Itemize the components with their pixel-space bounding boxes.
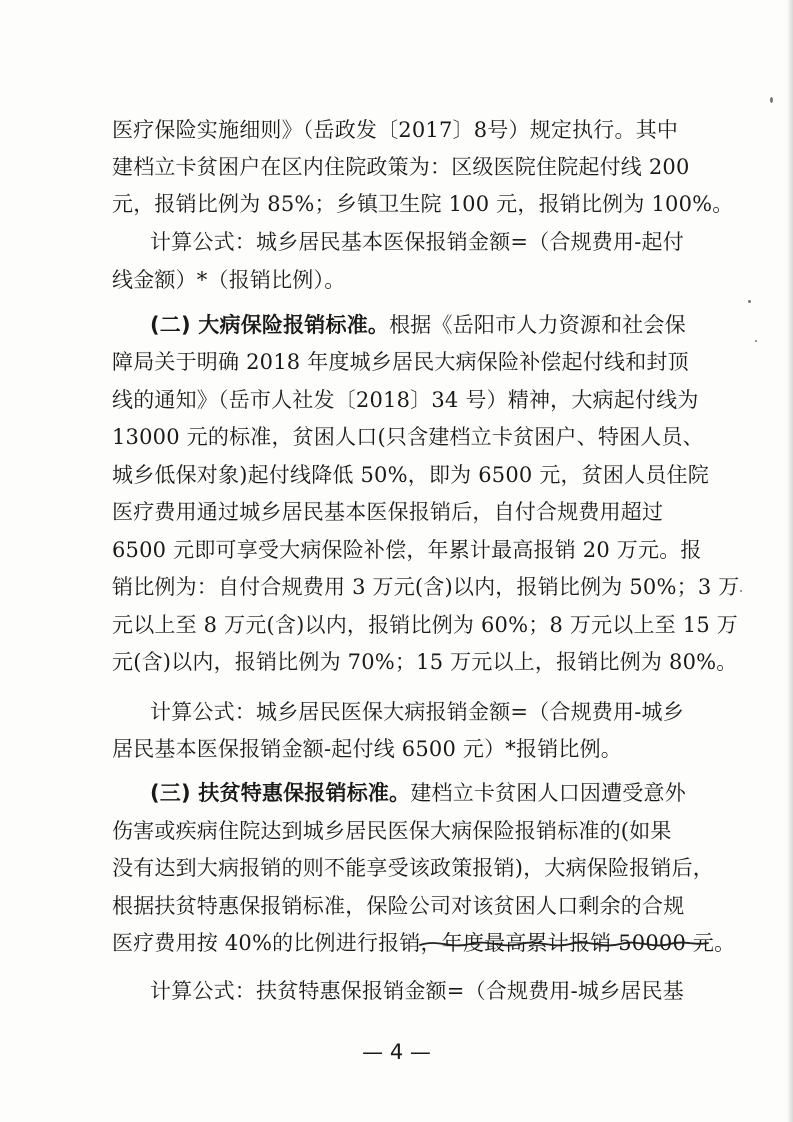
section-3-line-3: 没有达到大病报销的则不能享受该政策报销)，大病保险报销后， xyxy=(112,856,714,880)
section-3-line-1-text: 建档立卡贫困人口因遭受意外 xyxy=(410,781,686,805)
section-2-heading: (二) 大病保险报销标准。 xyxy=(150,313,390,337)
formula-2-line-1: 计算公式：城乡居民医保大病报销金额=（合规费用-城乡 xyxy=(150,700,684,724)
section-2-line-10: 元(含)以内，报销比例为 70%；15 万元以上，报销比例为 80%。 xyxy=(112,650,738,674)
section-3-line-4: 根据扶贫特惠保报销标准，保险公司对该贫困人口剩余的合规 xyxy=(112,894,685,918)
section-2-line-2: 障局关于明确 2018 年度城乡居民大病保险补偿起付线和封顶 xyxy=(112,350,689,374)
section-2-line-1 xyxy=(150,311,730,339)
scan-speck xyxy=(755,340,757,342)
formula-1-line-1: 计算公式：城乡居民基本医保报销金额=（合规费用-起付 xyxy=(150,230,684,254)
section-2-line-7: 6500 元即可享受大病保险补偿，年累计最高报销 20 万元。报 xyxy=(112,538,702,562)
section-2-line-4: 13000 元的标准，贫困人口(只含建档立卡贫困户、特困人员、 xyxy=(112,425,704,449)
paragraph-1-line-2: 建档立卡贫困户在区内住院政策为：区级医院住院起付线 200 xyxy=(112,155,690,179)
section-3-line-1 xyxy=(150,779,730,807)
section-3-line-5: 医疗费用按 40%的比例进行报销，年度最高累计报销 50000 元。 xyxy=(112,931,736,955)
formula-3-line-1: 计算公式：扶贫特惠保报销金额=（合规费用-城乡居民基 xyxy=(150,979,684,1003)
scan-speck xyxy=(770,97,773,103)
paragraph-1-line-1: 医疗保险实施细则》（岳政发〔2017〕8号）规定执行。其中 xyxy=(112,118,679,142)
scan-speck xyxy=(740,590,742,592)
scan-edge-shadow xyxy=(787,0,793,1122)
section-2-line-8: 销比例为：自付合规费用 3 万元(含)以内，报销比例为 50%；3 万 xyxy=(112,575,740,599)
section-2-line-5: 城乡低保对象)起付线降低 50%，即为 6500 元，贫困人员住院 xyxy=(112,463,709,487)
formula-2-line-2: 居民基本医保报销金额-起付线 6500 元）*报销比例。 xyxy=(112,737,622,761)
section-2-line-1-text: 根据《岳阳市人力资源和社会保 xyxy=(389,313,686,337)
section-2-line-6: 医疗费用通过城乡居民基本医保报销后，自付合规费用超过 xyxy=(112,500,664,524)
section-3-line-2: 伤害或疾病住院达到城乡居民医保大病保险报销标准的(如果 xyxy=(112,819,672,843)
scan-speck xyxy=(748,300,751,303)
handwritten-underline xyxy=(418,937,710,951)
section-2-line-3: 线的通知》（岳市人社发〔2018〕34 号）精神，大病起付线为 xyxy=(112,388,699,412)
page-number: — 4 — xyxy=(362,1040,431,1064)
section-2-line-9: 元以上至 8 万元(含)以内，报销比例为 60%；8 万元以上至 15 万 xyxy=(112,613,738,637)
section-3-heading: (三) 扶贫特惠保报销标准。 xyxy=(150,781,411,805)
formula-1-line-2: 线金额）*（报销比例）。 xyxy=(112,268,346,292)
paragraph-1-line-3: 元，报销比例为 85%；乡镇卫生院 100 元，报销比例为 100%。 xyxy=(112,192,734,216)
